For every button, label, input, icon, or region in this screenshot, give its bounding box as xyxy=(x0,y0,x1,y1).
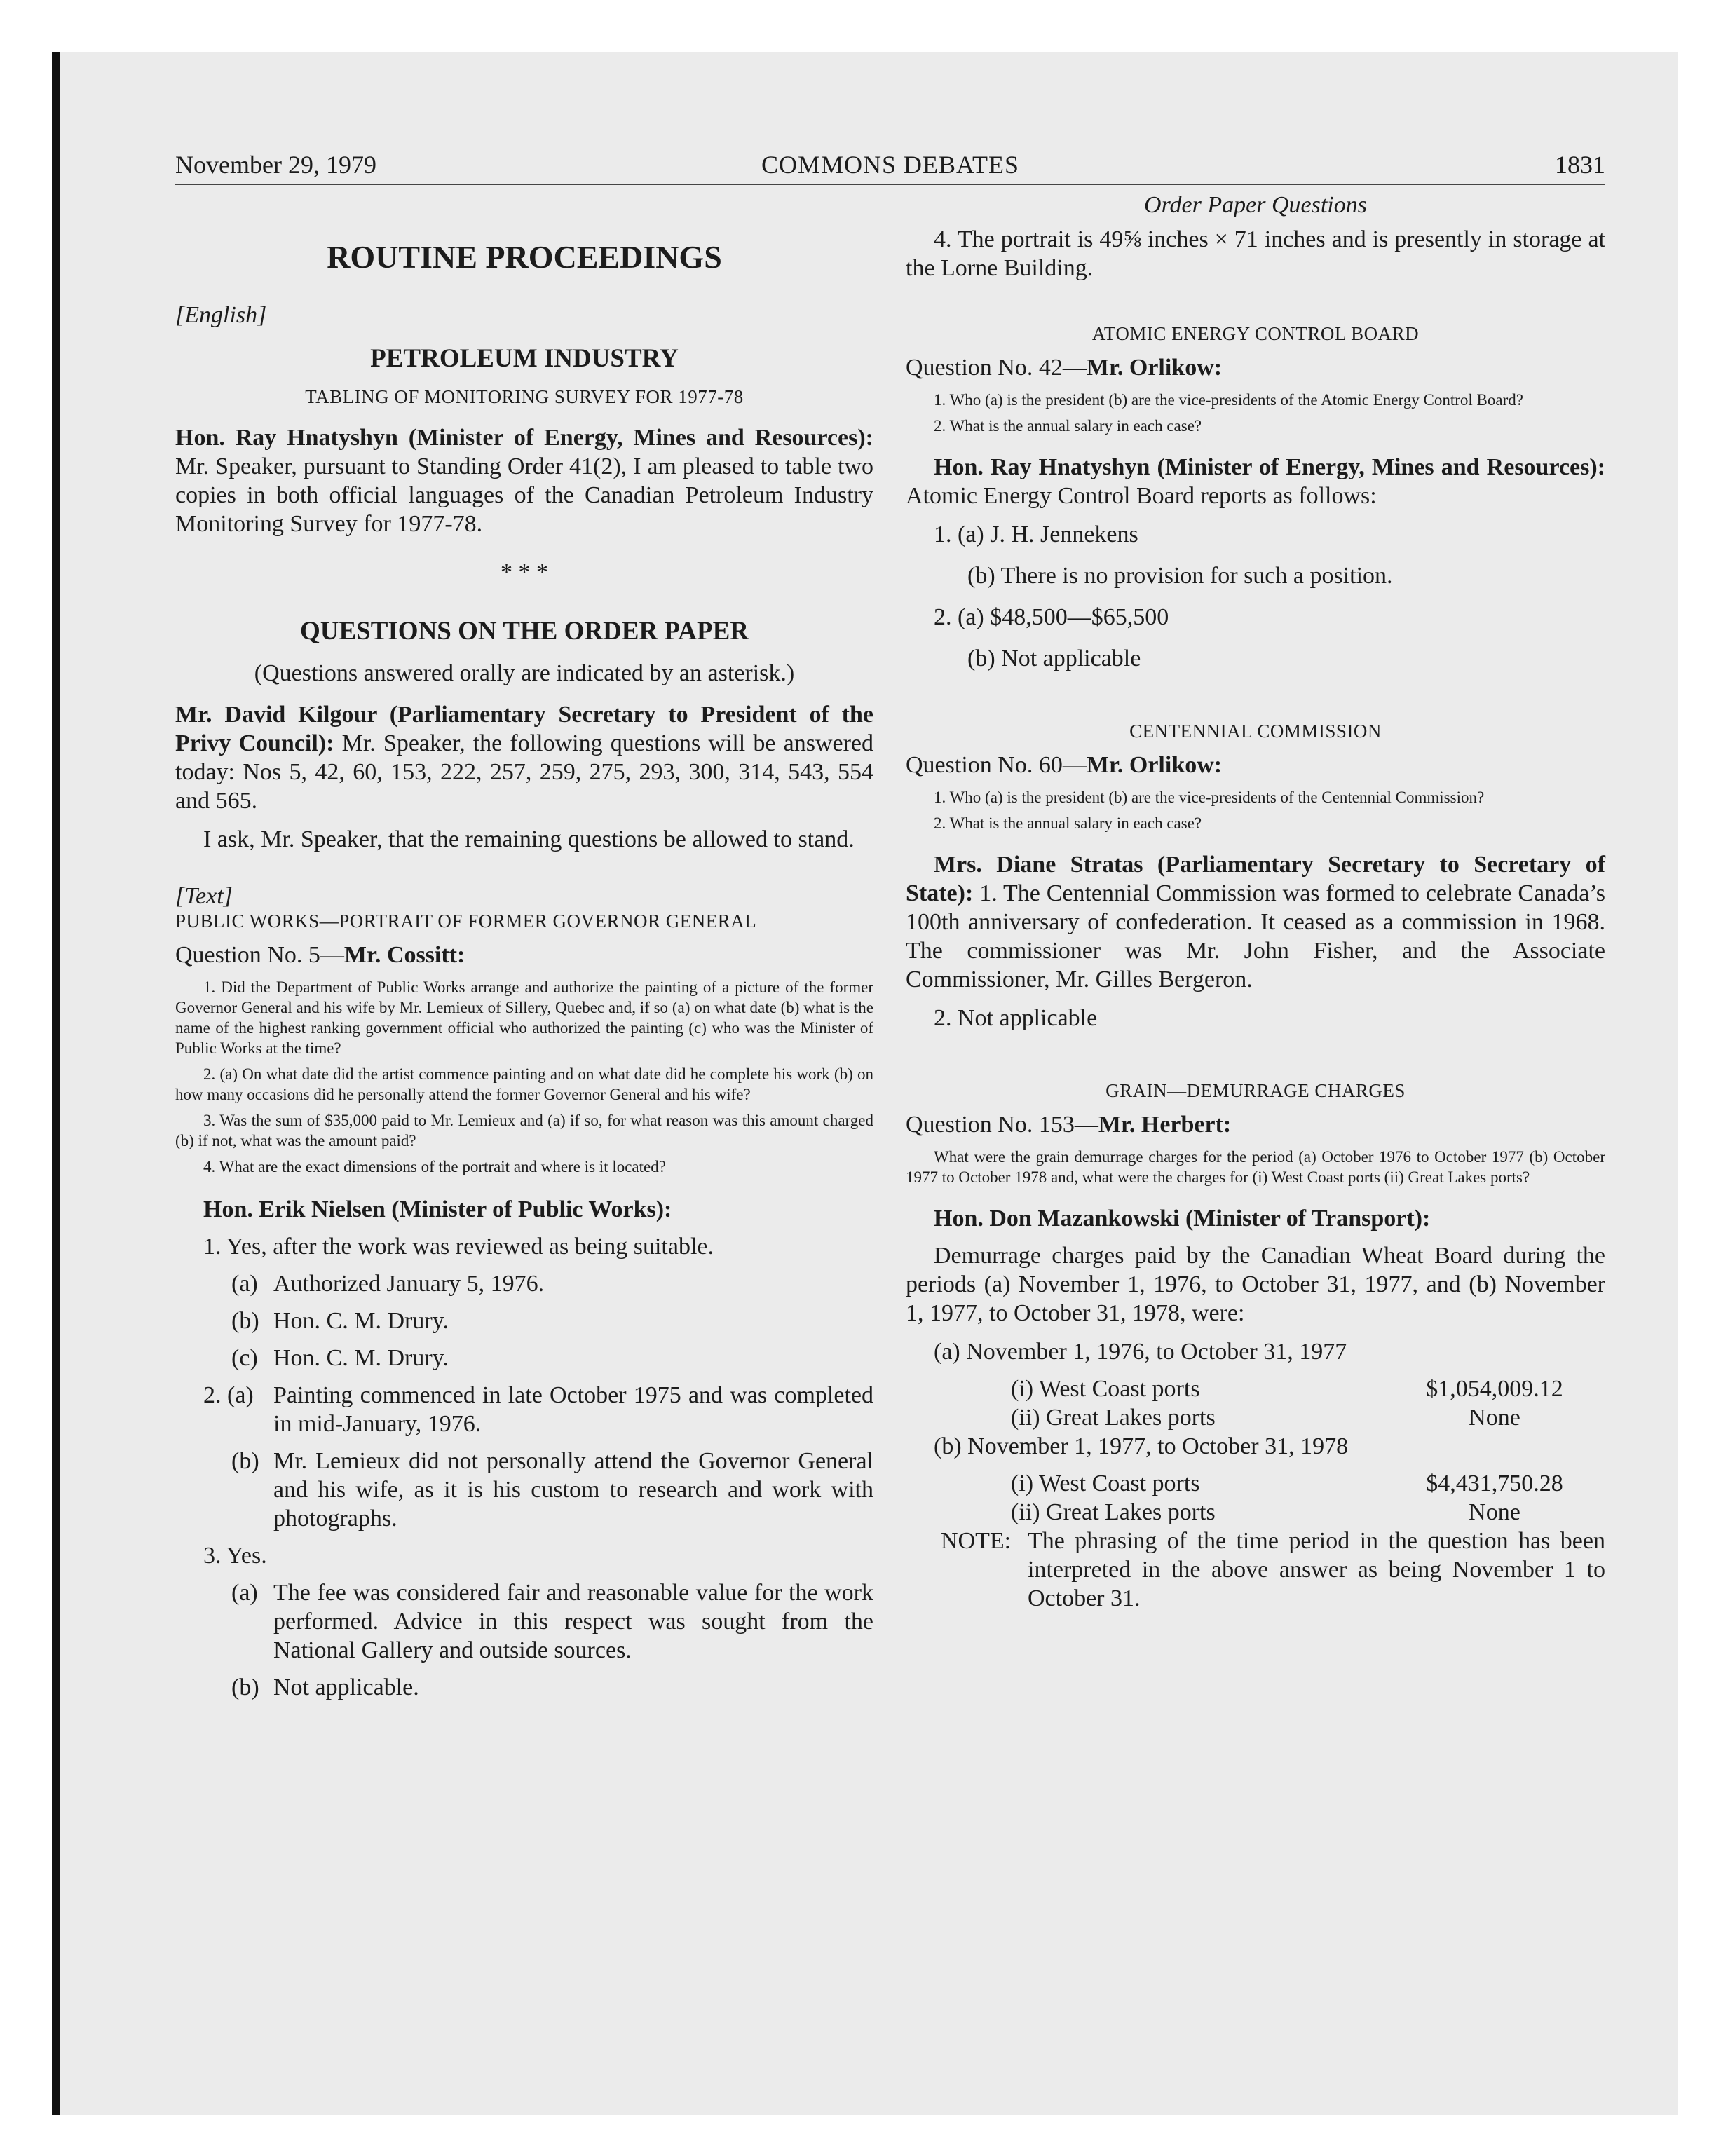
item-text: Mr. Lemieux did not personally attend the Governor General and his wife, as it is his custom to research and work with photographs. xyxy=(273,1448,873,1531)
item-text: Authorized January 5, 1976. xyxy=(273,1271,545,1297)
question-42-header xyxy=(906,355,1605,381)
item-label: (a) xyxy=(231,1580,258,1606)
charge-value: None xyxy=(1469,1499,1520,1525)
answer-3b xyxy=(175,1673,873,1702)
question-number: Question No. 5— xyxy=(175,942,344,968)
item-label: (b) xyxy=(231,1308,259,1334)
header-title: COMMONS DEBATES xyxy=(761,151,1020,179)
questioner-name: Mr. Orlikow: xyxy=(1086,752,1223,778)
item-label: 2. (a) xyxy=(203,1382,254,1408)
answer-1a xyxy=(175,1269,873,1298)
asterisk-note: (Questions answered orally are indicated by an asterisk.) xyxy=(254,660,795,686)
answer-3: 3. Yes. xyxy=(203,1543,267,1569)
header-date: November 29, 1979 xyxy=(175,151,376,179)
note-label: NOTE: xyxy=(941,1528,1012,1554)
charge-value: $1,054,009.12 xyxy=(1426,1376,1563,1402)
remaining-questions-request: I ask, Mr. Speaker, that the remaining questions be allowed to stand. xyxy=(203,826,855,852)
period-b-table xyxy=(906,1469,1605,1527)
header-page-number: 1831 xyxy=(1555,151,1605,179)
reply-1a: 1. (a) J. H. Jennekens xyxy=(934,521,1138,547)
question-5-header xyxy=(175,942,873,969)
question-number: Question No. 153— xyxy=(906,1112,1098,1138)
period-b: (b) November 1, 1977, to October 31, 1978 xyxy=(934,1433,1349,1459)
question-60-header xyxy=(906,752,1605,779)
question-number: Question No. 60— xyxy=(906,752,1087,778)
question-153-text: What were the grain demurrage charges for the period (a) October 1976 to October 1977 (b) October 1977 to October 1978 and, what were the charges for (i) West Coast ports (ii) Great Lakes ports? xyxy=(906,1148,1605,1186)
port-name: (i) West Coast ports xyxy=(1011,1376,1200,1402)
port-name: (ii) Great Lakes ports xyxy=(1011,1405,1216,1431)
answer-2b xyxy=(175,1447,873,1533)
scan-edge xyxy=(52,52,60,2115)
running-head-order-paper: Order Paper Questions xyxy=(1144,192,1367,218)
answer-1: 1. Yes, after the work was reviewed as being suitable. xyxy=(203,1234,714,1260)
subheading-tabling: TABLING OF MONITORING SURVEY FOR 1977-78 xyxy=(305,386,744,407)
question-42-part-2: 2. What is the annual salary in each case? xyxy=(934,417,1202,435)
question-5-part-2: 2. (a) On what date did the artist commence painting and on what date did he complete his work (b) on how many occasions did he personally attend the former Governor General and his wife? xyxy=(175,1065,873,1103)
speech-kilgour xyxy=(175,700,873,815)
speaker-name: Mr. David Kilgour (Parliamentary Secretary to President of the Privy Council): xyxy=(175,702,873,756)
question-60-part-2: 2. What is the annual salary in each case? xyxy=(934,814,1202,832)
item-text: Hon. C. M. Drury. xyxy=(273,1345,449,1371)
heading-atomic-energy: ATOMIC ENERGY CONTROL BOARD xyxy=(1091,323,1420,344)
speech-text: Mr. Speaker, the following questions will be answered today: Nos 5, 42, 60, 153, 222, 257, 259, 275, 293, 300, 314, 543, 554 and 565. xyxy=(175,730,873,814)
section-separator: * * * xyxy=(501,559,548,585)
heading-public-works: PUBLIC WORKS—PORTRAIT OF FORMER GOVERNOR GENERAL xyxy=(175,910,757,932)
speaker-name: Mrs. Diane Stratas (Parliamentary Secretary to Secretary of State): xyxy=(906,852,1605,906)
questioner-name: Mr. Cossitt: xyxy=(343,942,465,968)
question-5-part-4: 4. What are the exact dimensions of the portrait and where is it located? xyxy=(203,1158,666,1175)
language-tag-text: [Text] xyxy=(175,883,233,909)
reply-1b: (b) There is no provision for such a position. xyxy=(967,563,1393,589)
speaker-mazankowski: Hon. Don Mazankowski (Minister of Transport): xyxy=(934,1206,1431,1231)
charge-value: None xyxy=(1469,1405,1520,1431)
note-text: The phrasing of the time period in the question has been interpreted in the above answer as being November 1 to October 31. xyxy=(1028,1528,1605,1611)
reply-2b: (b) Not applicable xyxy=(967,646,1141,671)
answer-3a xyxy=(175,1578,873,1665)
speech-text: Mr. Speaker, pursuant to Standing Order 41(2), I am pleased to table two copies in both official languages of the Canadian Petroleum Industry Monitoring Survey for 1977-78. xyxy=(175,453,873,537)
answer-1b xyxy=(175,1306,873,1335)
question-60-part-1: 1. Who (a) is the president (b) are the vice-presidents of the Centennial Commission? xyxy=(934,789,1485,806)
speech-text: Atomic Energy Control Board reports as follows: xyxy=(906,483,1377,509)
item-label: (a) xyxy=(231,1271,258,1297)
question-42-part-1: 1. Who (a) is the president (b) are the vice-presidents of the Atomic Energy Control Board? xyxy=(934,391,1523,409)
table-row xyxy=(906,1374,1605,1403)
item-text: Hon. C. M. Drury. xyxy=(273,1308,449,1334)
note xyxy=(906,1527,1605,1613)
demurrage-answer: Demurrage charges paid by the Canadian Wheat Board during the periods (a) November 1, 1976, to October 31, 1977, and (b) November 1, 1977, to October 31, 1978, were: xyxy=(906,1243,1605,1326)
question-5-part-1: 1. Did the Department of Public Works arrange and authorize the painting of a picture of the former Governor General and his wife by Mr. Lemieux of Sillery, Quebec and, if so (a) on what date (b) what is the name of the highest ranking government official who authorized the painting (c) who was the Minister of Public Works at the time? xyxy=(175,978,873,1057)
section-title-routine: ROUTINE PROCEEDINGS xyxy=(327,239,722,275)
heading-petroleum: PETROLEUM INDUSTRY xyxy=(370,344,679,373)
speech-text: 1. The Centennial Commission was formed to celebrate Canada’s 100th anniversary of confederation. It ceased as a commission in 1968. The commissioner was Mr. John Fisher, and the Associate Commissioner, Mr. Gilles Bergeron. xyxy=(906,880,1606,992)
portrait-dimensions-answer: 4. The portrait is 49⅝ inches × 71 inches and is presently in storage at the Lorne Building. xyxy=(906,226,1605,281)
right-column xyxy=(906,192,1606,1613)
table-row xyxy=(906,1469,1605,1498)
charge-value: $4,431,750.28 xyxy=(1426,1471,1563,1496)
heading-questions: QUESTIONS ON THE ORDER PAPER xyxy=(299,617,749,646)
stratas-answer-2: 2. Not applicable xyxy=(934,1005,1098,1031)
item-text: Not applicable. xyxy=(273,1674,419,1700)
questioner-name: Mr. Herbert: xyxy=(1098,1112,1232,1138)
item-text: The fee was considered fair and reasonable value for the work performed. Advice in this respect was sought from the National Gallery and outside sources. xyxy=(273,1580,873,1663)
question-153-header xyxy=(906,1112,1605,1138)
questioner-name: Mr. Orlikow: xyxy=(1086,355,1223,381)
reply-2a: 2. (a) $48,500—$65,500 xyxy=(934,604,1169,630)
left-column xyxy=(175,203,873,1702)
period-a: (a) November 1, 1976, to October 31, 1977 xyxy=(934,1339,1347,1365)
speaker-name: Hon. Ray Hnatyshyn (Minister of Energy, Mines and Resources): xyxy=(175,425,873,451)
port-name: (i) West Coast ports xyxy=(1011,1471,1200,1496)
speech-hnatyshyn xyxy=(175,423,873,538)
speaker-name: Hon. Ray Hnatyshyn (Minister of Energy, Mines and Resources): xyxy=(934,454,1605,480)
question-5-part-3: 3. Was the sum of $35,000 paid to Mr. Lemieux and (a) if so, for what reason was this amount charged (b) if not, what was the amount paid? xyxy=(175,1112,873,1149)
speech-stratas xyxy=(906,850,1605,994)
page-header xyxy=(175,147,1605,185)
heading-centennial: CENTENNIAL COMMISSION xyxy=(1129,721,1382,742)
question-number: Question No. 42— xyxy=(906,355,1087,381)
item-text: Painting commenced in late October 1975 and was completed in mid-January, 1976. xyxy=(273,1382,873,1437)
item-label: (b) xyxy=(231,1674,259,1700)
item-label: (b) xyxy=(231,1448,259,1474)
period-a-table xyxy=(906,1374,1605,1432)
item-label: (c) xyxy=(231,1345,258,1371)
heading-grain-demurrage: GRAIN—DEMURRAGE CHARGES xyxy=(1105,1080,1406,1101)
port-name: (ii) Great Lakes ports xyxy=(1011,1499,1216,1525)
speech-hnatyshyn-atomic xyxy=(906,453,1605,510)
speaker-nielsen: Hon. Erik Nielsen (Minister of Public Works): xyxy=(203,1196,672,1222)
language-tag-english: [English] xyxy=(175,302,267,328)
answer-2a xyxy=(175,1381,873,1438)
table-row xyxy=(906,1403,1605,1432)
answer-1c xyxy=(175,1344,873,1372)
table-row xyxy=(906,1498,1605,1527)
